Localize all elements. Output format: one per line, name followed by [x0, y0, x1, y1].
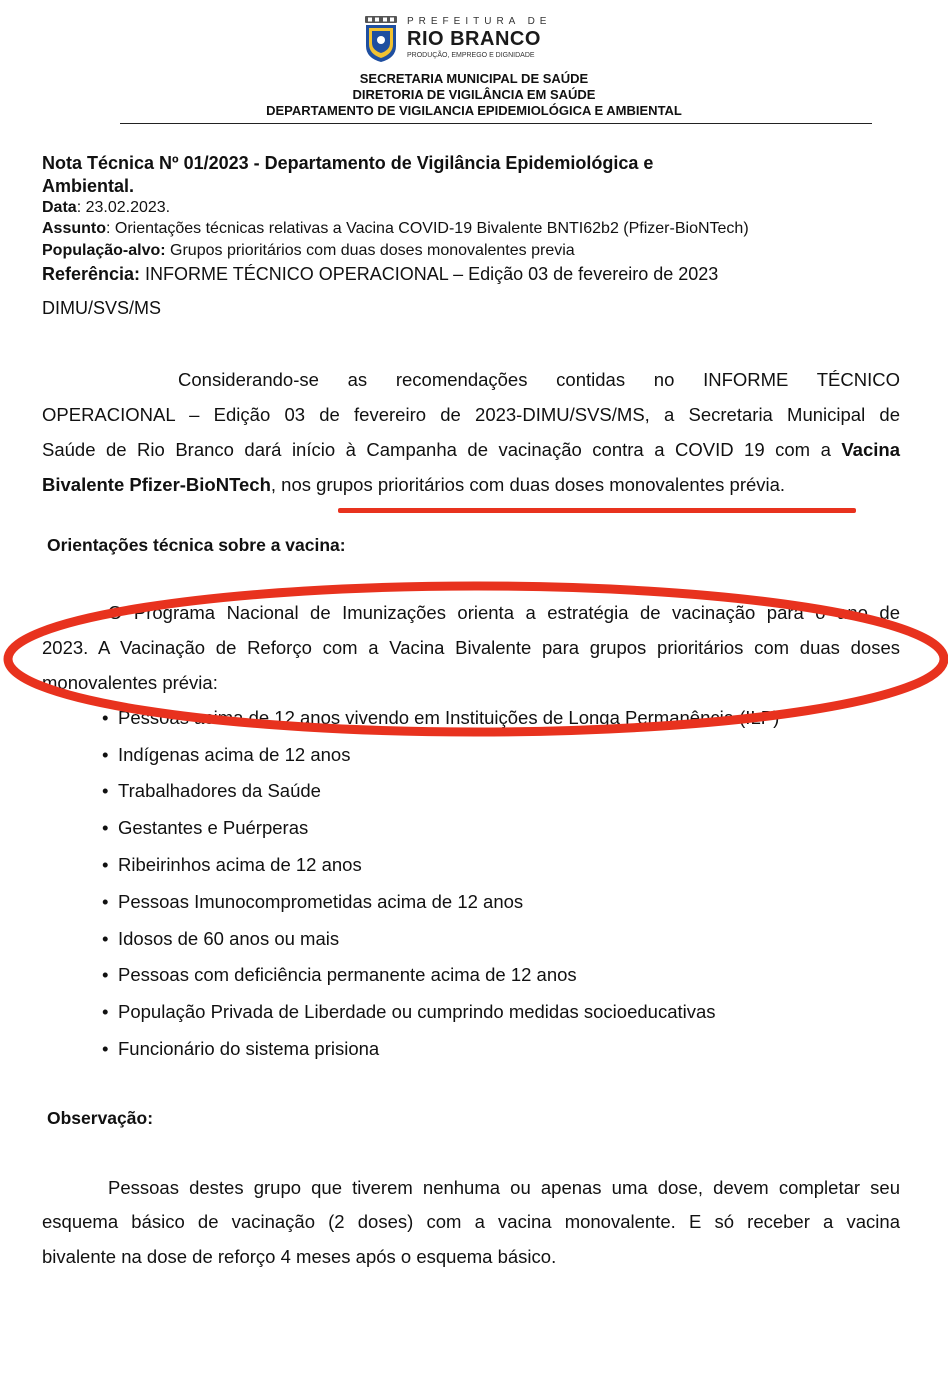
red-underline-annotation [338, 508, 856, 513]
intro-line4-bold: Bivalente Pfizer-BioNTech [42, 474, 271, 495]
target-label: População-alvo: [42, 242, 166, 259]
priority-group-item: • Pessoas acima de 12 anos vivendo em Instituições de Longa Permanência (ILP) [102, 707, 779, 729]
guidance-line1: O Programa Nacional de Imunizações orienta a estratégia de vacinação para o ano de [108, 602, 900, 623]
note-date [42, 199, 170, 217]
header-diretoria: DIRETORIA DE VIGILÂNCIA EM SAÚDE [352, 87, 596, 102]
observation-line2: esquema básico de vacinação (2 doses) com a vacina monovalente. E só receber a vacina [42, 1211, 900, 1232]
header-secretaria: SECRETARIA MUNICIPAL DE SAÚDE [359, 71, 589, 86]
subject-value: : Orientações técnicas relativas a Vacina COVID-19 Bivalente BNTI62b2 (Pfizer-BioNTech) [106, 220, 749, 237]
coat-of-arms-icon [363, 16, 399, 62]
logo-slogan: PRODUÇÃO, EMPREGO E DIGNIDADE [407, 52, 535, 59]
priority-group-item: • Funcionário do sistema prisiona [102, 1038, 379, 1060]
guidance-line2: 2023. A Vacinação de Reforço com a Vacina Bivalente para grupos prioritários com duas doses [42, 637, 900, 658]
note-target-population [42, 242, 575, 260]
intro-line4 [42, 474, 785, 496]
target-value: Grupos prioritários com duas doses monovalentes previa [165, 242, 575, 259]
logo-prefeitura-text: PREFEITURA DE [407, 16, 552, 27]
intro-line2: OPERACIONAL – Edição 03 de fevereiro de 2023-DIMU/SVS/MS, a Secretaria Municipal de [42, 404, 900, 425]
logo-city-name: RIO BRANCO [407, 28, 541, 50]
note-reference-cont: DIMU/SVS/MS [42, 298, 162, 318]
observation-heading: Observação: [47, 1108, 154, 1128]
reference-value: INFORME TÉCNICO OPERACIONAL – Edição 03 de fevereiro de 2023 [140, 264, 719, 284]
reference-label: Referência: [42, 264, 141, 284]
priority-group-item: • Trabalhadores da Saúde [102, 780, 321, 802]
date-label: Data [42, 199, 77, 216]
header-divider [120, 123, 872, 124]
intro-line3-text: Saúde de Rio Branco dará início à Campanha de vacinação contra a COVID 19 com a [42, 439, 842, 460]
header-departamento: DEPARTAMENTO DE VIGILANCIA EPIDEMIOLÓGICA E AMBIENTAL [266, 103, 682, 118]
note-subject [42, 220, 749, 238]
intro-line3-bold: Vacina [841, 439, 900, 460]
city-logo [363, 14, 583, 64]
priority-group-item: • População Privada de Liberdade ou cumprindo medidas socioeducativas [102, 1001, 716, 1023]
observation-line3: bivalente na dose de reforço 4 meses após o esquema básico. [42, 1246, 557, 1267]
priority-group-item: • Ribeirinhos acima de 12 anos [102, 854, 362, 876]
red-ellipse-annotation [0, 575, 948, 745]
priority-group-item: • Indígenas acima de 12 anos [102, 744, 350, 766]
note-title-line1: Nota Técnica Nº 01/2023 - Departamento de Vigilância Epidemiológica e [42, 153, 654, 173]
date-value: : 23.02.2023. [76, 199, 171, 216]
priority-group-item: • Idosos de 60 anos ou mais [102, 928, 339, 950]
observation-line1: Pessoas destes grupo que tiverem nenhuma ou apenas uma dose, devem completar seu [108, 1177, 900, 1198]
intro-line4-text: , nos grupos prioritários com duas doses monovalentes prévia. [270, 474, 786, 495]
note-title-line2: Ambiental. [42, 176, 135, 196]
note-reference [42, 264, 718, 285]
intro-line1: Considerando-se as recomendações contidas no INFORME TÉCNICO [178, 369, 900, 390]
priority-group-item: • Gestantes e Puérperas [102, 817, 308, 839]
guidance-line3: monovalentes prévia: [42, 672, 218, 693]
guidance-heading: Orientações técnica sobre a vacina: [47, 535, 346, 555]
subject-label: Assunto [42, 220, 106, 237]
priority-group-item: • Pessoas com deficiência permanente acima de 12 anos [102, 964, 577, 986]
priority-group-item: • Pessoas Imunocomprometidas acima de 12 anos [102, 891, 523, 913]
intro-line3 [42, 439, 900, 461]
